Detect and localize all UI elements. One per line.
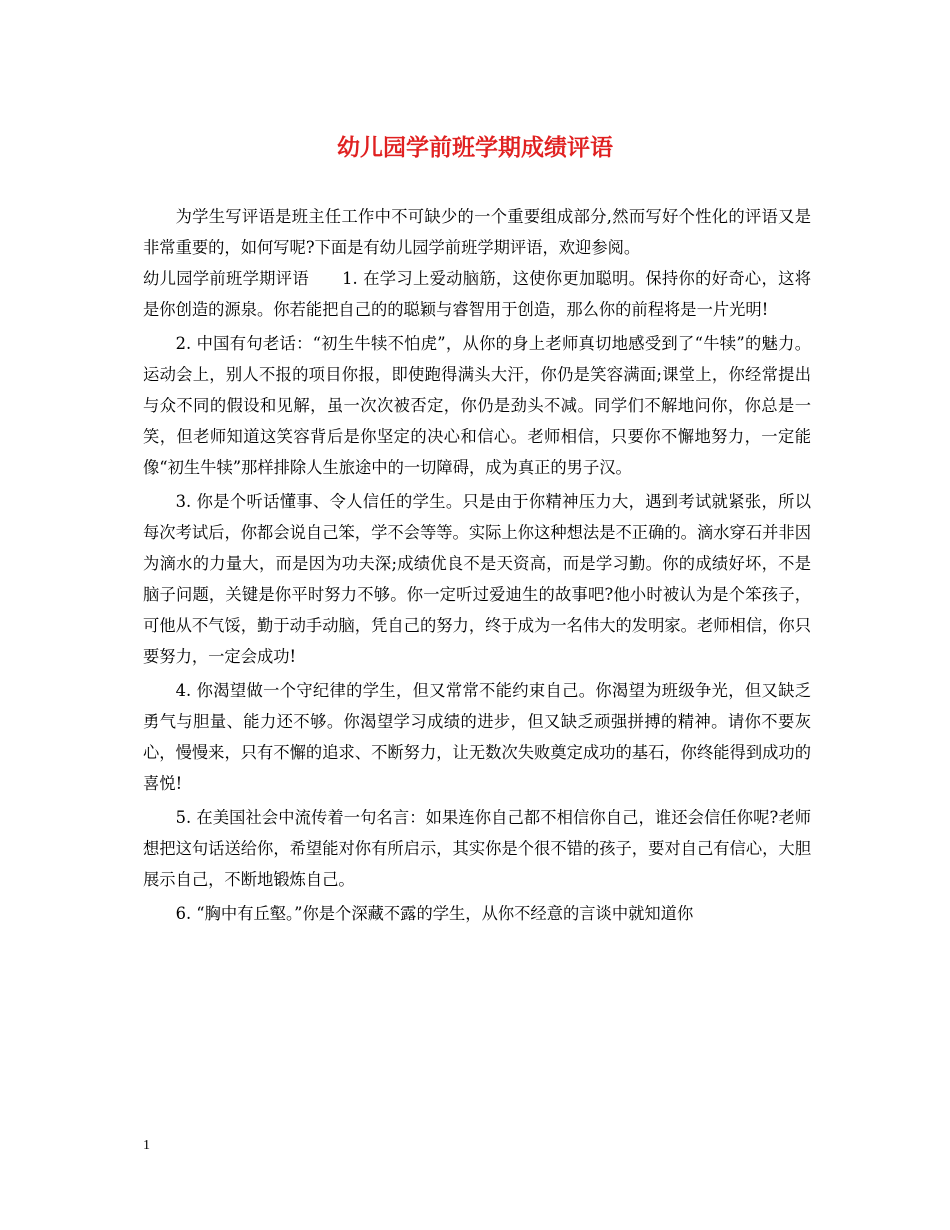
comment-item-1: 幼儿园学前班学期评语 1. 在学习上爱动脑筋，这使你更加聪明。保持你的好奇心，这将是你创造的源泉。你若能把自己的的聪颖与睿智用于创造，那么你的前程将是一片光明! [143,269,811,319]
comment-item-3: 3. 你是个听话懂事、令人信任的学生。只是由于你精神压力大，遇到考试就紧张，所以每次考试后，你都会说自己笨，学不会等等。实际上你这种想法是不正确的。滴水穿石并非因为滴水的力量大，而是因为功夫深;成绩优良不是天资高，而是学习勤。你的成绩好坏，不是脑子问题，关键是你平时努力不够。你一定听过爱迪生的故事吧?他小时被认为是个笨孩子，可他从不气馁，勤于动手动脑，凭自己的努力，终于成为一名伟大的发明家。老师相信，你只要努力，一定会成功! [143,492,811,666]
document-body [143,201,811,929]
comment-item-6: 6. “胸中有丘壑。”你是个深藏不露的学生，从你不经意的言谈中就知道你 [175,904,694,923]
comment-item-5: 5. 在美国社会中流传着一句名言：如果连你自己都不相信你自己，谁还会信任你呢?老师想把这句话送给你，希望能对你有所启示，其实你是个很不错的孩子，要对自己有信心，大胆展示自己，不断地锻炼自己。 [143,808,811,889]
page-number: 1 [143,1138,150,1153]
comment-item-4: 4. 你渴望做一个守纪律的学生，但又常常不能约束自己。你渴望为班级争光，但又缺乏勇气与胆量、能力还不够。你渴望学习成绩的进步，但又缺乏顽强拼搏的精神。请你不要灰心，慢慢来，只有不懈的追求、不断努力，让无数次失败奠定成功的基石，你终能得到成功的喜悦! [143,681,811,793]
intro-paragraph: 为学生写评语是班主任工作中不可缺少的一个重要组成部分,然而写好个性化的评语又是非常重要的，如何写呢?下面是有幼儿园学前班学期评语，欢迎参阅。 [143,207,811,257]
page-title: 幼儿园学前班学期成绩评语 [337,134,613,161]
comment-item-2: 2. 中国有句老话：“初生牛犊不怕虎”，从你的身上老师真切地感受到了“牛犊”的魅力。运动会上，别人不报的项目你报，即使跑得满头大汗，你仍是笑容满面;课堂上，你经常提出与众不同的假设和见解，虽一次次被否定，你仍是劲头不减。同学们不解地问你，你总是一笑，但老师知道这笑容背后是你坚定的决心和信心。老师相信，只要你不懈地努力，一定能像“初生牛犊”那样排除人生旅途中的一切障碍，成为真正的男子汉。 [143,334,811,477]
